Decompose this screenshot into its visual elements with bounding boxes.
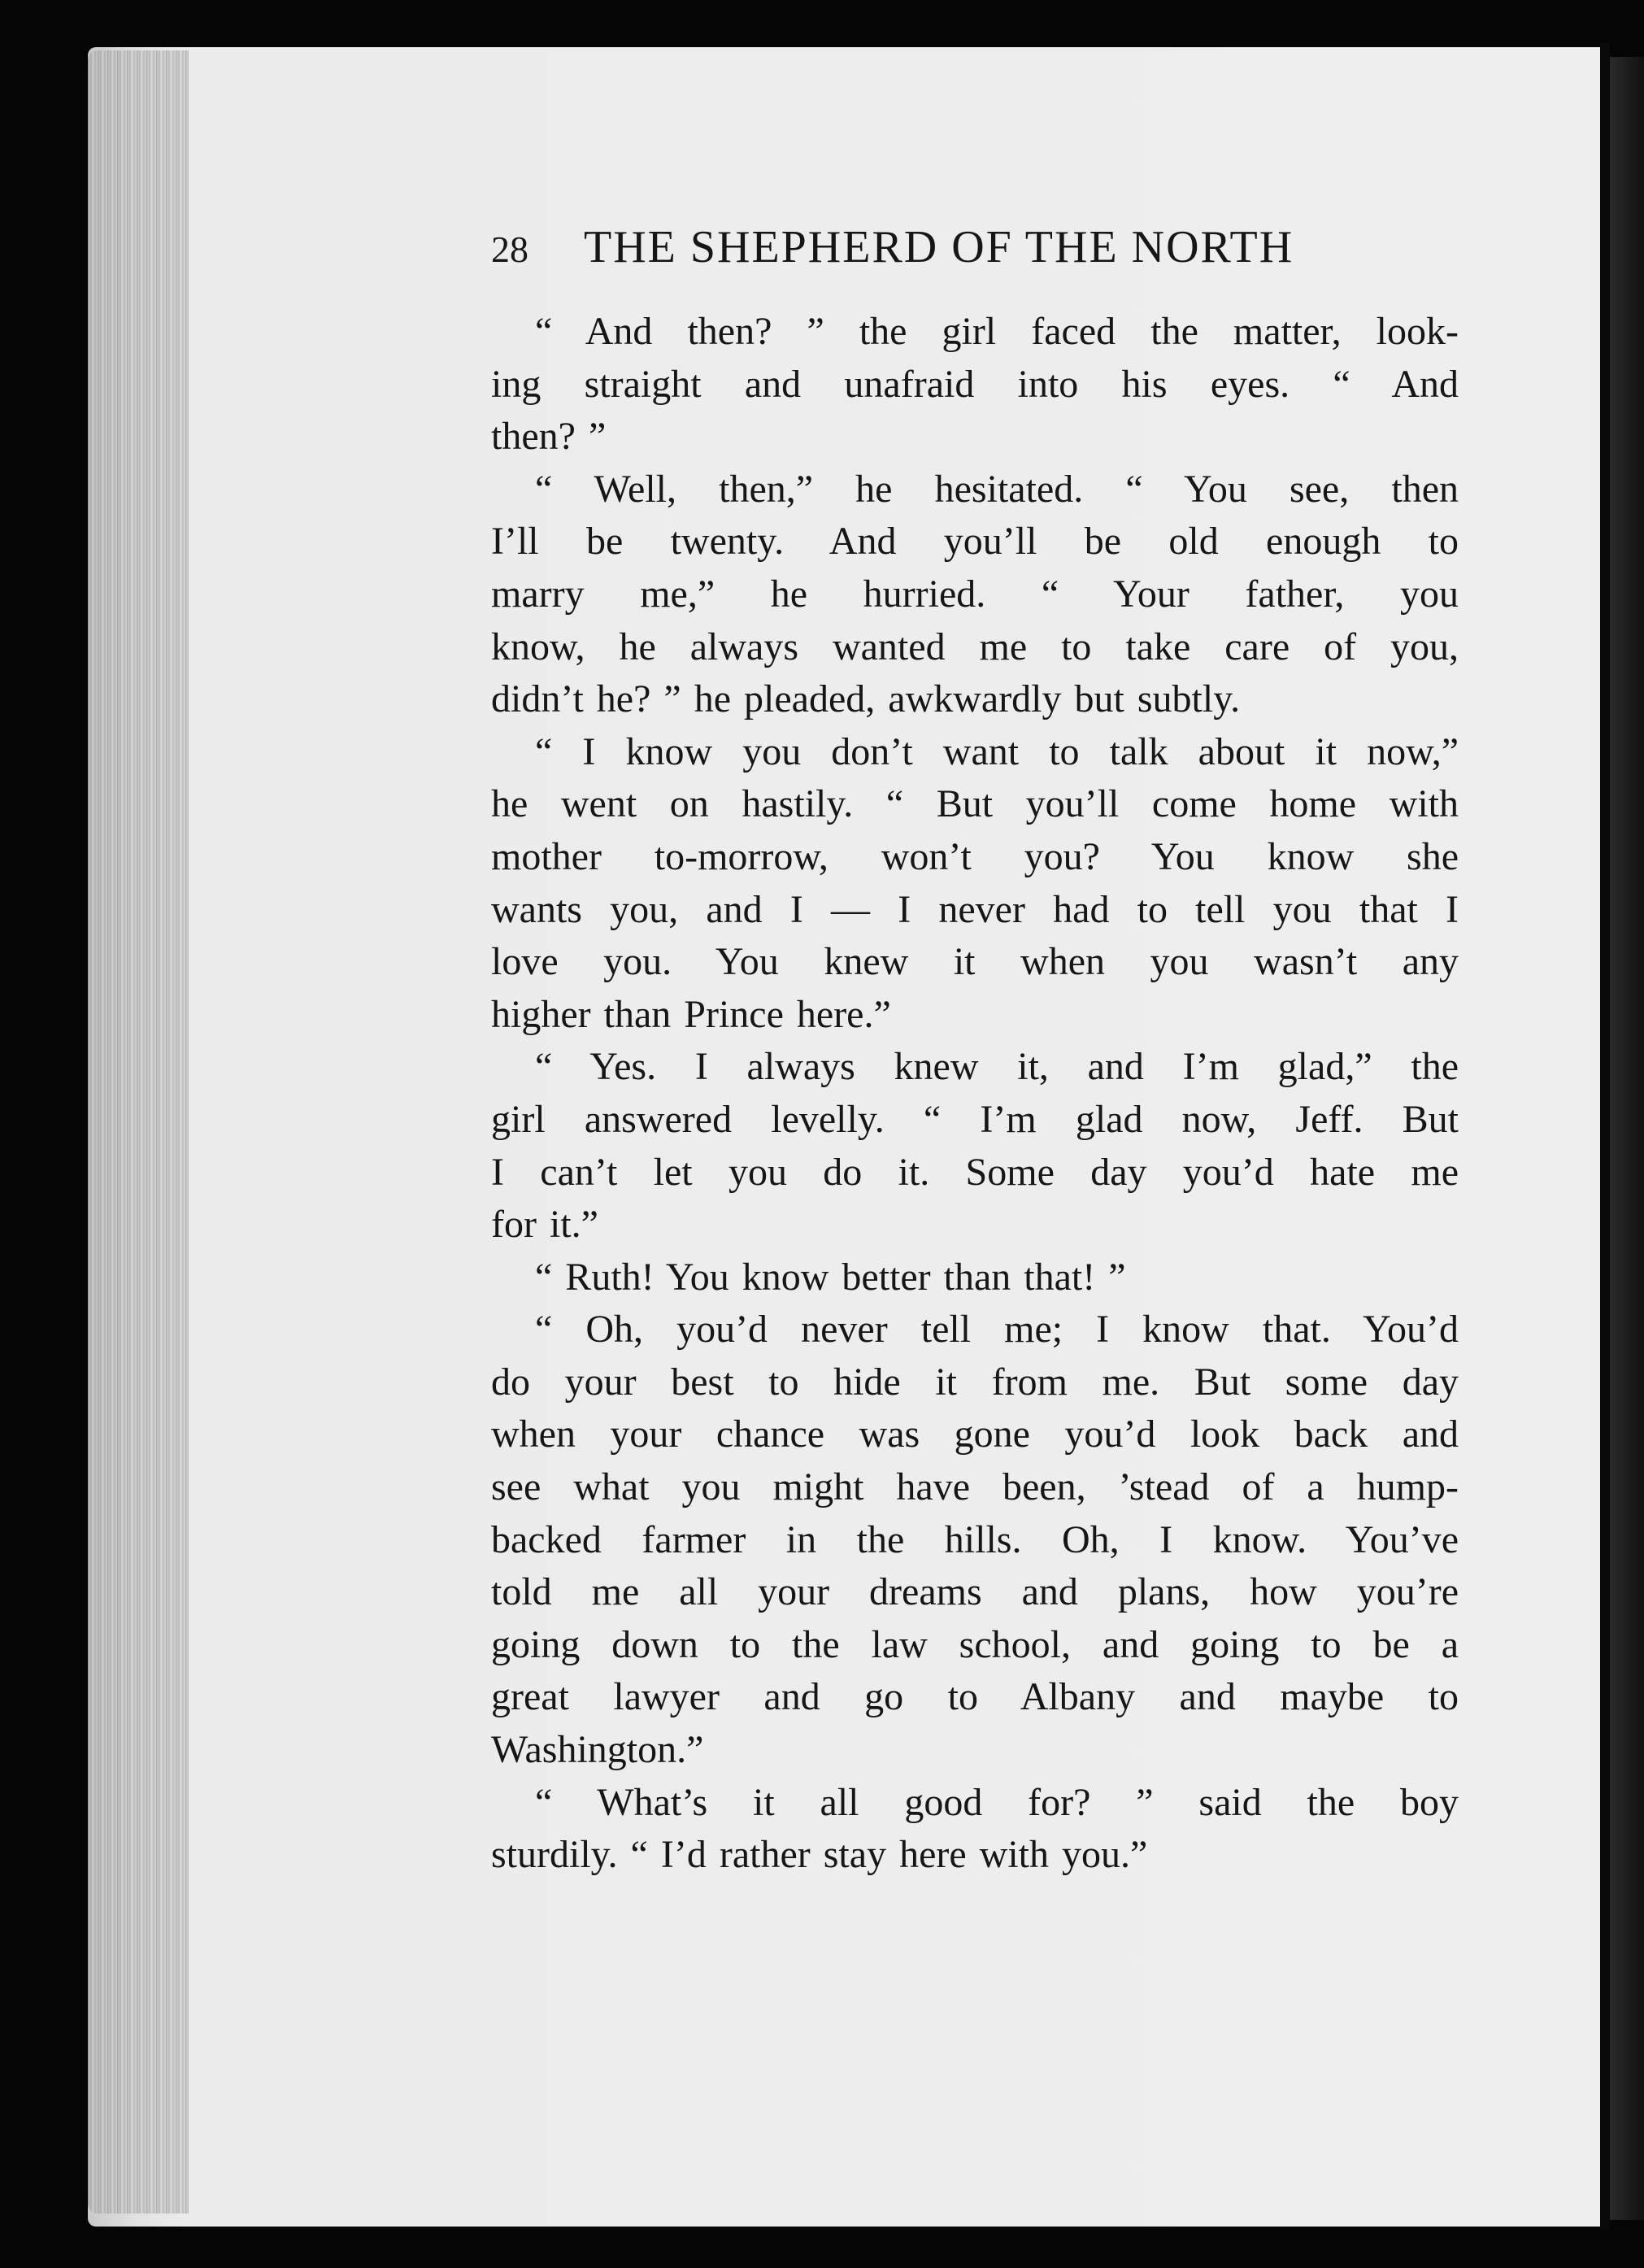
page-number: 28 [491,229,528,270]
text-line: Washington.” [491,1728,704,1772]
text-line: when your chance was gone you’d look back and [491,1413,1459,1456]
page-text [491,221,1459,1882]
text-line: “ What’s it all good for? ” said the boy [535,1780,1459,1824]
text-line: “ Ruth! You know better than that! ” [535,1255,1126,1299]
text-line: higher than Prince here.” [491,992,891,1036]
text-line: love you. You knew it when you wasn’t any [491,940,1459,984]
text-line: going down to the law school, and going to be a [491,1622,1459,1666]
text-line: ing straight and unafraid into his eyes. “ And [491,362,1459,406]
text-line: see what you might have been, ’stead of a hump- [491,1465,1459,1509]
text-line: sturdily. “ I’d rather stay here with you.” [491,1833,1148,1877]
binding-edge [1600,42,1610,2230]
text-line: backed farmer in the hills. Oh, I know. You’ve [491,1517,1459,1561]
text-line: great lawyer and go to Albany and maybe to [491,1675,1459,1719]
paragraph [491,1304,1459,1776]
text-line: for it.” [491,1203,598,1247]
paragraph [491,464,1459,726]
text-line: “ Well, then,” he hesitated. “ You see, then [535,467,1459,511]
text-line: mother to-morrow, won’t you? You know she [491,834,1459,878]
paragraph [491,1041,1459,1251]
text-line: do your best to hide it from me. But some day [491,1360,1459,1404]
text-line: he went on hastily. “ But you’ll come home with [491,782,1459,826]
text-line: know, he always wanted me to take care of you, [491,625,1459,668]
paragraph [491,1252,1459,1304]
text-line: girl answered levelly. “ I’m glad now, Jeff. But [491,1097,1459,1141]
text-line: told me all your dreams and plans, how you’re [491,1570,1459,1614]
paragraph [491,1777,1459,1882]
text-line: didn’t he? ” he pleaded, awkwardly but subtly. [491,677,1241,721]
paragraph [491,306,1459,464]
running-header [491,221,1459,294]
scan-border [1610,57,1644,2220]
paragraph [491,726,1459,1042]
page-edges [88,50,189,2214]
text-line: I’ll be twenty. And you’ll be old enough to [491,520,1459,564]
text-line: “ I know you don’t want to talk about it now,” [535,729,1459,773]
text-line: “ Yes. I always knew it, and I’m glad,” the [535,1045,1459,1089]
running-title: THE SHEPHERD OF THE NORTH [584,222,1294,272]
text-line: I can’t let you do it. Some day you’d hate me [491,1150,1459,1194]
text-line: “ And then? ” the girl faced the matter, look- [535,310,1459,353]
text-line: “ Oh, you’d never tell me; I know that. You’d [535,1308,1459,1352]
text-line: marry me,” he hurried. “ Your father, you [491,572,1459,616]
text-line: then? ” [491,415,607,459]
text-line: wants you, and I — I never had to tell you that I [491,887,1459,931]
